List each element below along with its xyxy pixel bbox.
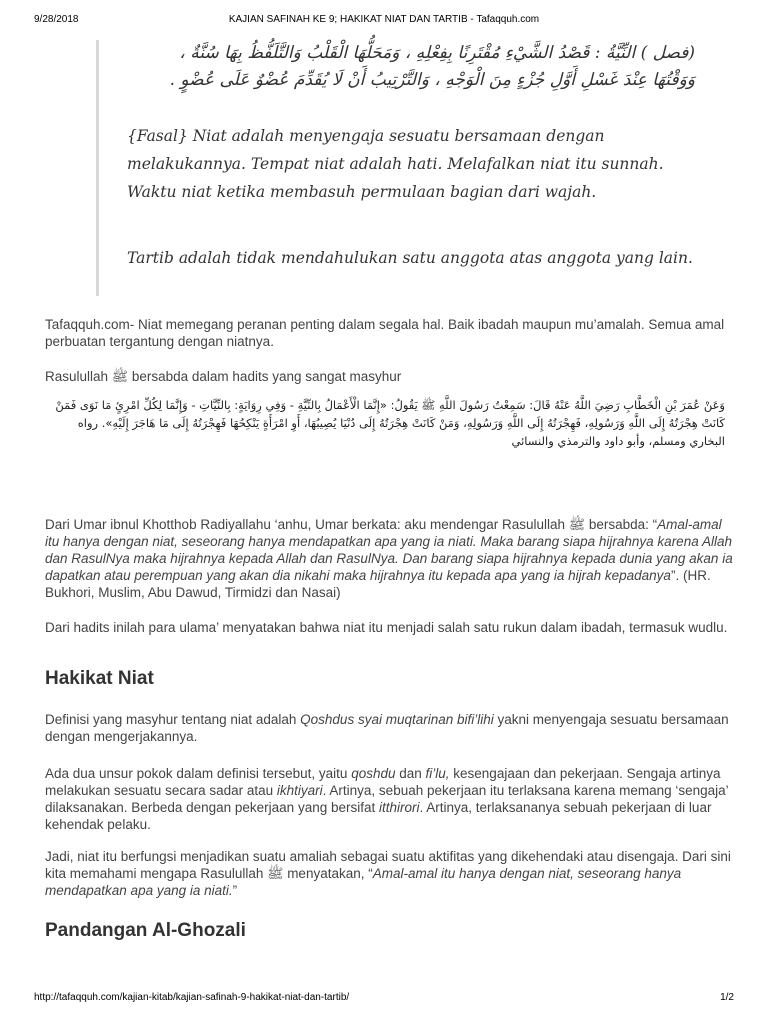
heading-pandangan-al-ghozali: Pandangan Al-Ghozali [45,920,246,941]
unsur-term-filu: fi’lu, [425,766,450,781]
umar-text-2: ”. (HR. Bukhori, Muslim, Abu Dawud, Tirmidzi dan Nasai) [45,568,711,600]
jadi-quote: Amal-amal itu hanya dengan niat, seseorang hanya mendapatkan apa yang ia niati. [45,866,682,898]
arabic-line-1: (فصل ) النِّيَّةُ : قَصْدُ الشَّيْءِ مُقْتَرِنًا بِفِعْلِهِ ، وَمَحَلُّهَا الْقَلْبُ وَالتَّلَفُّظُ بِهَا سُنَّةٌ ، [179,43,695,63]
def-text-1: Definisi yang masyhur tentang niat adalah [45,712,301,727]
umar-hadith-quote: Amal-amal itu hanya dengan niat, seseorang hanya mendapatkan apa yang ia niati. Maka barang siapa hijrahnya karena Allah dan RasulNya maka hijrahnya kepada Allah dan RasulNya. Dan barang siapa hijrahnya kepada dunia yang akan ia dapatkan atau perempuan yang akan dia nikahi maka hijrahnya itu kepada apa yang ia hijrah kepadanya [45,517,733,583]
unsur-paragraph [45,765,735,833]
unsur-text-3: kesengajaan dan pekerjaan. Sengaja artinya melakukan sesuatu secara sadar atau [45,766,721,798]
arabic-matn [139,40,695,94]
arabic-line-2: وَوَقْتُهَا عِنْدَ غَسْلِ أَوَّلِ جُزْءٍ مِنَ الْوَجْهِ ، وَالتَّرْتِيبُ أَنْ لَا يُقَدِّمَ عُضْوٌ عَلَى عُضْوٍ . [169,70,695,90]
print-url: http://tafaqquh.com/kajian-kitab/kajian-safinah-9-hakikat-niat-dan-tartib/ [34,992,350,1003]
rasul-paragraph: Rasulullah ﷺ bersabda dalam hadits yang sangat masyhur [45,369,402,384]
print-title: KAJIAN SAFINAH KE 9; HAKIKAT NIAT DAN TARTIB - Tafaqquh.com [228,14,540,25]
intro-paragraph: Tafaqquh.com- Niat memegang peranan penting dalam segala hal. Baik ibadah maupun mu’amalah. Semua amal perbuatan tergantung dengan niatnya. [45,317,725,349]
quote-translation-1: {Fasal} Niat adalah menyengaja sesuatu bersamaan dengan melakukannya. Tempat niat adalah hati. Melafalkan niat itu sunnah. Waktu niat ketika membasuh permulaan bagian dari wajah. [127,127,664,201]
unsur-text-5: . Artinya, terlaksananya sebuah pekerjaan di luar kehendak pelaku. [45,800,712,832]
unsur-text-4: . Artinya, sebuah pekerjaan itu terlaksana karena memang ‘sengaja’ dilaksanakan. Berbeda dengan pekerjaan yang bersifat [45,783,729,815]
hadith-arabic: وَعَنْ عُمَرَ بْنِ الْخَطَّابِ رَضِيَ اللَّهُ عَنْهُ قَالَ: سَمِعْتُ رَسُولَ اللَّهِ ﷺ يَقُولُ: «إِنَّمَا الْأَعْمَالُ بِالنِّيَّةِ - وَفِي رِوَايَةٍ: بِالنِّيَّاتِ - وَإِنَّمَا لِكُلِّ امْرِئٍ مَا نَوَى فَمَنْ كَانَتْ هِجْرَتُهُ إِلَى اللَّهِ وَرَسُولِهِ، فَهِجْرَتُهُ إِلَى اللَّهِ وَرَسُولِهِ، وَمَنْ كَانَتْ هِجْرَتُهُ إِلَى دُنْيَا يُصِيبُهَا، أَوِ امْرَأَةٍ يَنْكِحُهَا فَهِجْرَتُهُ إِلَى مَا هَاجَرَ إِلَيْهِ». رواه البخاري ومسلم، وأبو داود والترمذي والنسائي [55,398,725,448]
unsur-term-qoshdu: qoshdu [351,766,396,781]
print-page-number: 1/2 [720,992,734,1003]
unsur-term-itthirori: itthirori [379,800,420,815]
def-text-2: yakni menyengaja sesuatu bersamaan dengan mengerjakannya. [45,712,729,744]
unsur-term-ikhtiyari: ikhtiyari [276,783,323,798]
jadi-text-2: ” [232,883,238,898]
print-footer [0,992,768,1012]
def-term: Qoshdus syai muqtarinan bifi’lihi [300,712,494,727]
print-date: 9/28/2018 [34,14,79,25]
jadi-paragraph [45,848,735,899]
ulama-paragraph: Dari hadits inilah para ulama’ menyatakan bahwa niat itu menjadi salah satu rukun dalam ibadah, termasuk wudlu. [45,620,728,635]
definition-paragraph [45,711,735,745]
umar-paragraph [45,516,735,601]
quote-translation-2: Tartib adalah tidak mendahulukan satu anggota atas anggota yang lain. [127,249,693,267]
quote-block [96,40,729,296]
heading-hakikat-niat: Hakikat Niat [45,668,154,689]
unsur-text-1: Ada dua unsur pokok dalam definisi tersebut, yaitu [45,766,352,781]
print-header [0,14,768,34]
jadi-text-1: Jadi, niat itu berfungsi menjadikan suatu amaliah sebagai suatu aktifitas yang dikehendaki atau disengaja. Dari sini kita memahami mengapa Rasulullah ﷺ menyatakan, “ [45,849,731,881]
unsur-text-2: dan [395,766,426,781]
umar-text-1: Dari Umar ibnul Khotthob Radiyallahu ‘anhu, Umar berkata: aku mendengar Rasulullah ﷺ bersabda: “ [45,517,658,532]
